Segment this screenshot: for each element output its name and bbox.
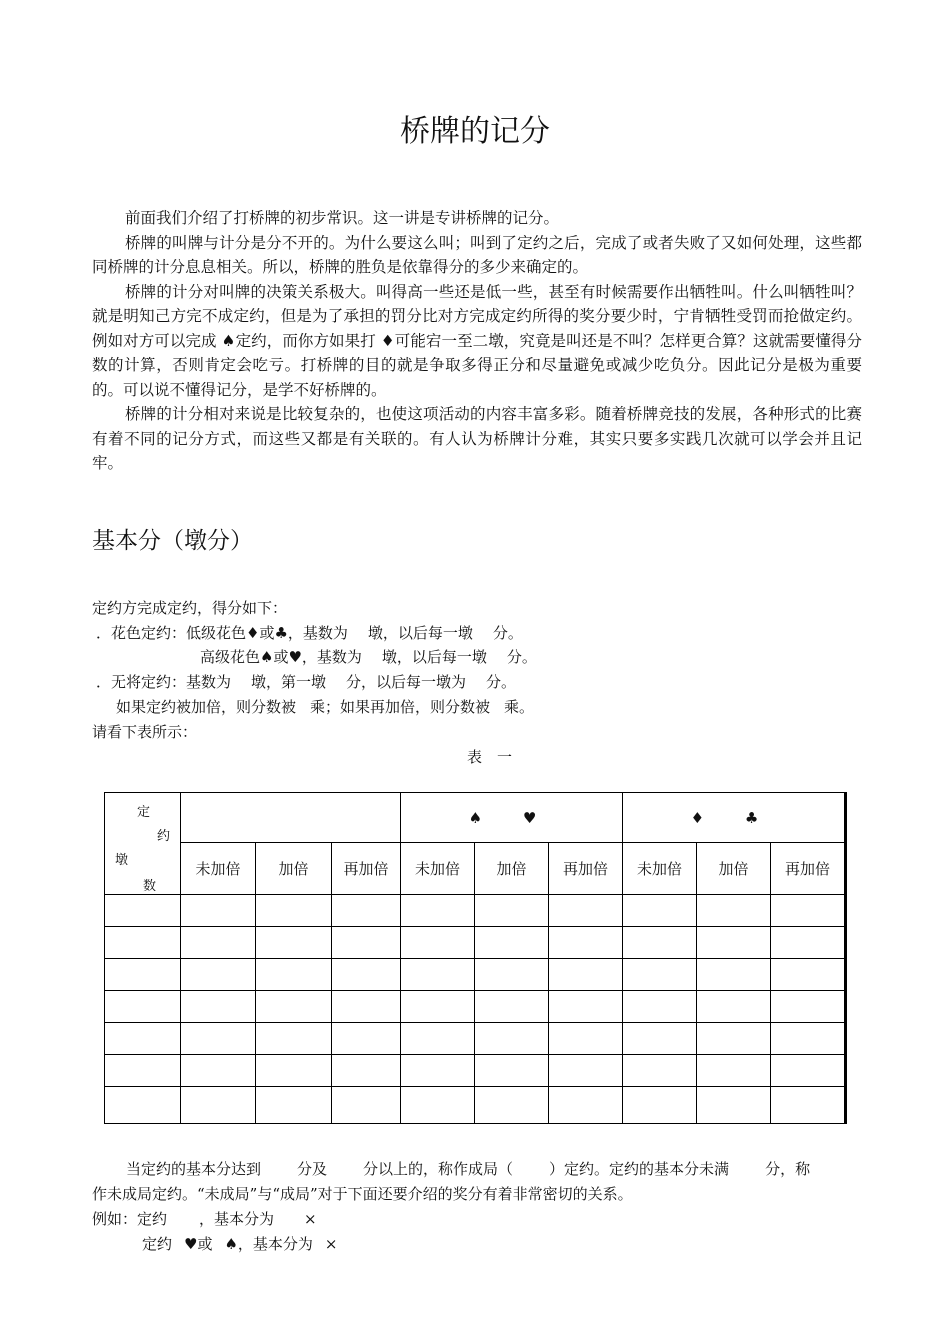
table-corner-cell: 定 约 墩 数: [105, 793, 181, 895]
rule-suit-major: 高级花色♠或♥，基数为 墩，以后每一墩 分。: [200, 648, 537, 666]
example-line-2: 定约 ♥或 ♠，基本分为 ×: [142, 1235, 338, 1253]
column-header: 再加倍: [549, 843, 623, 895]
rules-lead: 定约方完成定约，得分如下：: [92, 599, 288, 617]
table-row: [105, 1087, 846, 1124]
table-row: [105, 959, 846, 991]
see-table-note: 请看下表所示：: [92, 723, 198, 741]
section-heading: 基本分（墩分）: [92, 528, 253, 554]
header-major-suits: ♠ ♥: [401, 793, 623, 843]
column-header: 再加倍: [332, 843, 401, 895]
score-table: [104, 792, 847, 1124]
game-definition-cont: 作未成局定约。“未成局”与“成局”对于下面还要介绍的奖分有着非常密切的关系。: [92, 1185, 633, 1203]
column-header: 未加倍: [181, 843, 256, 895]
column-header: 未加倍: [401, 843, 475, 895]
example-line-1: 例如：定约 ，基本分为 ×: [92, 1210, 317, 1228]
page-title: 桥牌的记分: [400, 114, 550, 149]
intro-paragraph: 前面我们介绍了打桥牌的初步常识。这一讲是专讲桥牌的记分。: [125, 209, 560, 227]
rule-notrump: ．无将定约：基数为 墩，第一墩 分，以后每一墩为 分。: [96, 673, 517, 691]
rule-suit-minor: ．花色定约：低级花色♦或♣，基数为 墩，以后每一墩 分。: [96, 624, 523, 642]
intro-paragraph: 桥牌的计分相对来说是比较复杂的，也使这项活动的内容丰富多彩。随着桥牌竞技的发展，各种形式的比赛有着不同的记分方式，而这些又都是有关联的。有人认为桥牌计分难，其实只要多实践几次就可以学会并且记牢。: [92, 405, 862, 472]
table-row: [105, 991, 846, 1023]
intro-text: [92, 206, 862, 476]
column-header: 加倍: [475, 843, 549, 895]
column-header: 未加倍: [623, 843, 697, 895]
table-row: [105, 1023, 846, 1055]
game-definition: 当定约的基本分达到 分及 分以上的，称作成局（ ）定约。定约的基本分未满 分，称: [126, 1160, 811, 1178]
column-header: 加倍: [256, 843, 332, 895]
table-row: [105, 927, 846, 959]
table-row: [105, 1055, 846, 1087]
column-header: 再加倍: [771, 843, 846, 895]
column-header: 加倍: [697, 843, 771, 895]
table-caption: 表 一: [467, 748, 513, 766]
header-minor-suits: ♦ ♣: [623, 793, 846, 843]
rule-doubled: 如果定约被加倍，则分数被 乘；如果再加倍，则分数被 乘。: [116, 698, 535, 716]
header-notrump: [181, 793, 401, 843]
intro-paragraph: 桥牌的叫牌与计分是分不开的。为什么要这么叫；叫到了定约之后，完成了或者失败了又如何处理，这些都同桥牌的计分息息相关。所以，桥牌的胜负是依靠得分的多少来确定的。: [92, 233, 862, 276]
intro-paragraph: 桥牌的计分对叫牌的决策关系极大。叫得高一些还是低一些，甚至有时候需要作出牺牲叫。什么叫牺牲叫？就是明知己方完不成定约，但是为了承担的罚分比对方完成定约所得的奖分要少时，宁肯牺牲受罚而抢做定约。例如对方可以完成 ♠定约，而你方如果打 ♦可能宕一至二墩，究竟是叫还是不叫？怎样更合算？这就需要懂得分数的计算，否则肯定会吃亏。打桥牌的目的就是争取多得正分和尽量避免或减少吃负分。因此记分是极为重要的。可以说不懂得记分，是学不好桥牌的。: [92, 282, 862, 399]
table-row: [105, 895, 846, 927]
